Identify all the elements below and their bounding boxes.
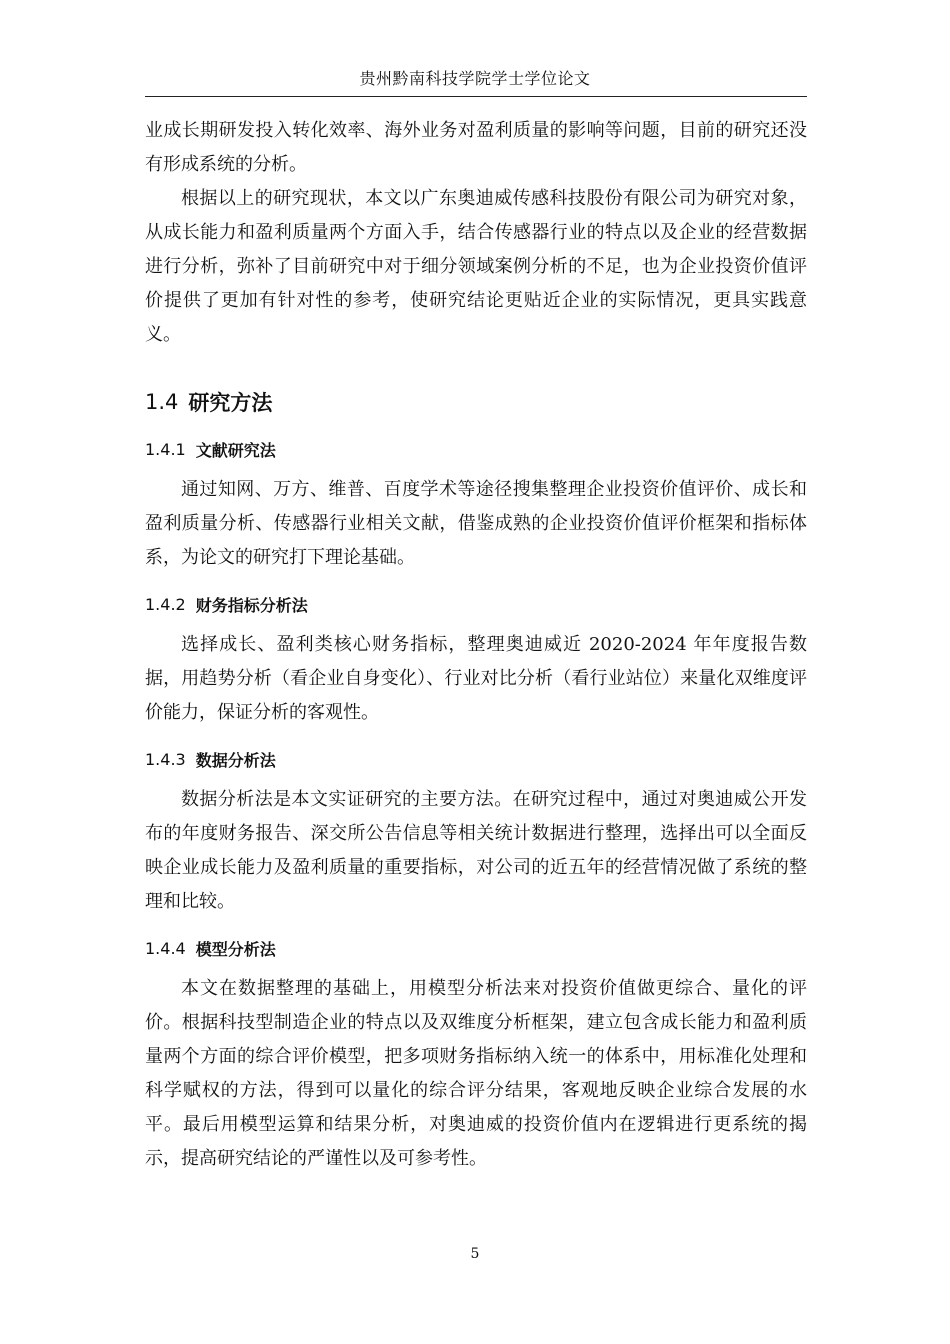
subsection-number: 1.4.1 [145, 439, 186, 459]
paragraph-continued: 业成长期研发投入转化效率、海外业务对盈利质量的影响等问题，目前的研究还没有形成系统的分析。 [145, 120, 807, 175]
paragraph-literature: 通过知网、万方、维普、百度学术等途径搜集整理企业投资价值评价、成长和盈利质量分析、传感器行业相关文献，借鉴成熟的企业投资价值评价框架和指标体系，为论文的研究打下理论基础。 [145, 479, 807, 568]
paragraph-financial: 选择成长、盈利类核心财务指标，整理奥迪威近 2020-2024 年年度报告数据，用趋势分析（看企业自身变化）、行业对比分析（看行业站位）来量化双维度评价能力，保证分析的客观性。 [145, 634, 807, 723]
paragraph-research-status: 根据以上的研究现状，本文以广东奥迪威传感科技股份有限公司为研究对象，从成长能力和盈利质量两个方面入手，结合传感器行业的特点以及企业的经营数据进行分析，弥补了目前研究中对于细分领域案例分析的不足，也为企业投资价值评价提供了更加有针对性的参考，使研究结论更贴近企业的实际情况，更具实践意义。 [145, 188, 807, 345]
subsection-heading-model [145, 929, 807, 967]
paragraph-data-analysis: 数据分析法是本文实证研究的主要方法。在研究过程中，通过对奥迪威公开发布的年度财务报告、深交所公告信息等相关统计数据进行整理，选择出可以全面反映企业成长能力及盈利质量的重要指标，对公司的近五年的经营情况做了系统的整理和比较。 [145, 789, 807, 912]
page-body [145, 114, 807, 1176]
subsection-number: 1.4.3 [145, 749, 186, 769]
running-header: 贵州黔南科技学院学士学位论文 [359, 69, 591, 88]
page-number: 5 [470, 1246, 480, 1262]
subsection-title: 模型分析法 [195, 939, 276, 959]
paragraph-model-analysis: 本文在数据整理的基础上，用模型分析法来对投资价值做更综合、量化的评价。根据科技型制造企业的特点以及双维度分析框架，建立包含成长能力和盈利质量两个方面的综合评价模型，把多项财务指标纳入统一的体系中，用标准化处理和科学赋权的方法，得到可以量化的综合评分结果，客观地反映企业综合发展的水平。最后用模型运算和结果分析，对奥迪威的投资价值内在逻辑进行更系统的揭示，提高研究结论的严谨性以及可参考性。 [145, 978, 807, 1169]
subsection-heading-literature [145, 430, 807, 468]
subsection-heading-data [145, 740, 807, 778]
subsection-title: 财务指标分析法 [195, 595, 308, 615]
section-number: 1.4 [145, 390, 179, 414]
subsection-title: 数据分析法 [195, 750, 276, 770]
header-rule [145, 96, 807, 97]
subsection-number: 1.4.2 [145, 594, 186, 614]
subsection-title: 文献研究法 [195, 440, 276, 460]
section-title: 研究方法 [188, 391, 273, 415]
subsection-number: 1.4.4 [145, 938, 186, 958]
subsection-heading-financial [145, 585, 807, 623]
section-heading [145, 384, 807, 420]
